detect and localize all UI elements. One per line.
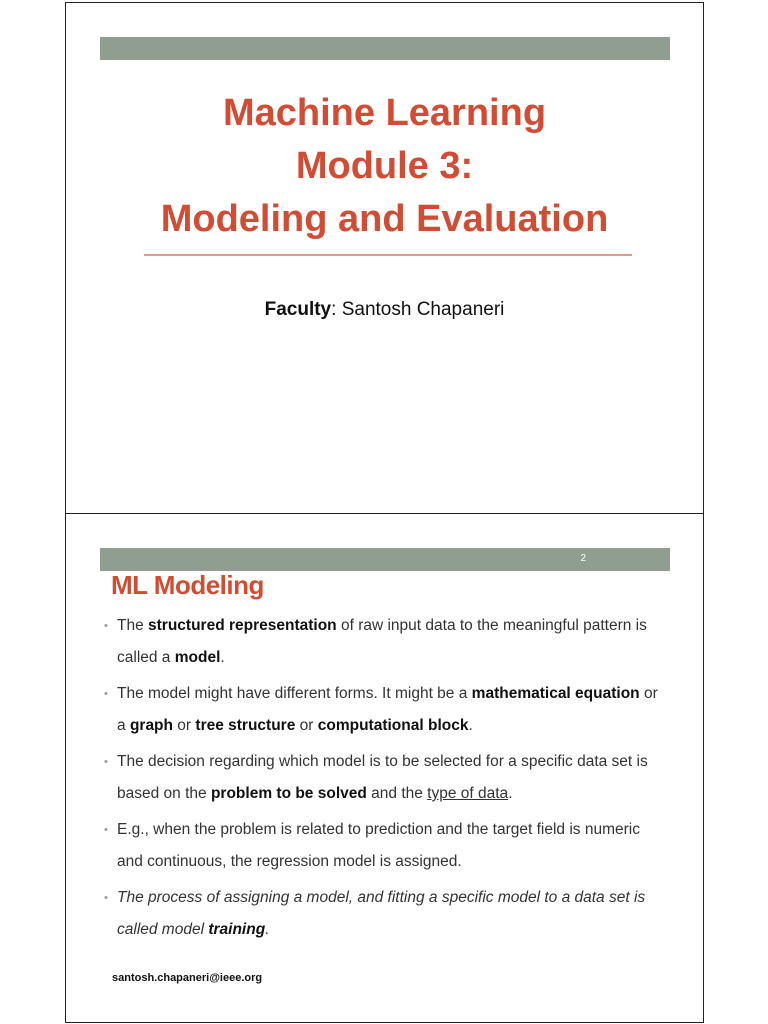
bullet-text: . xyxy=(265,921,270,938)
footer-email: santosh.chapaneri@ieee.org xyxy=(112,972,263,984)
bullet-underlined: type of data xyxy=(427,785,509,802)
bullet-bold: problem to be solved xyxy=(210,785,367,802)
faculty-separator: : xyxy=(331,299,342,320)
bullet-item xyxy=(104,814,664,878)
bullet-bold: structured representation xyxy=(148,617,337,634)
faculty-name: Santosh Chapaneri xyxy=(341,299,505,320)
title-line-2: Module 3: xyxy=(295,145,474,187)
bullet-dot: • xyxy=(104,756,108,768)
slide-title xyxy=(66,87,703,246)
slide-header-bar xyxy=(100,548,670,571)
bullet-item xyxy=(104,882,664,946)
bullet-bold: model xyxy=(174,649,221,666)
title-line-3: Modeling and Evaluation xyxy=(160,198,609,240)
bullet-text: The model might have different forms. It might be a xyxy=(117,685,472,702)
bullet-dot: • xyxy=(104,620,108,632)
title-line-1: Machine Learning xyxy=(222,92,547,134)
bullet-text: E.g., when the problem is related to prediction and the target field is numeric and continuous, the regression model is assigned. xyxy=(117,821,640,870)
slide-header-bar xyxy=(100,37,670,60)
bullet-text: or xyxy=(295,717,318,734)
bullet-text: . xyxy=(508,785,513,802)
slide-2 xyxy=(65,513,704,1023)
bullet-dot: • xyxy=(104,824,108,836)
bullet-dot: • xyxy=(104,892,108,904)
bullet-text: of raw input data to the meaningful pattern is called a xyxy=(117,617,647,666)
bullet-item xyxy=(104,678,664,742)
title-divider xyxy=(144,254,632,256)
bullet-list xyxy=(104,610,664,950)
bullet-bold: computational block xyxy=(317,717,469,734)
bullet-text: . xyxy=(468,717,473,734)
bullet-text: or a xyxy=(117,685,658,734)
bullet-dot: • xyxy=(104,688,108,700)
faculty-line xyxy=(66,299,703,321)
bullet-bold: mathematical equation xyxy=(471,685,640,702)
bullet-bold: tree structure xyxy=(195,717,296,734)
slide-number: 2 xyxy=(580,553,586,564)
bullet-bold: training xyxy=(208,921,266,938)
bullet-text: The process of assigning a model, and fitting a specific model to a data set is called model xyxy=(117,889,646,938)
bullet-text: and the xyxy=(366,785,428,802)
bullet-text: The decision regarding which model is to be selected for a specific data set is based on the xyxy=(117,753,648,802)
faculty-label: Faculty xyxy=(264,299,332,320)
bullet-text: The xyxy=(117,617,149,634)
slide-1 xyxy=(65,2,704,513)
bullet-item xyxy=(104,610,664,674)
bullet-text: . xyxy=(220,649,225,666)
bullet-item xyxy=(104,746,664,810)
bullet-bold: graph xyxy=(129,717,173,734)
bullet-text: or xyxy=(173,717,196,734)
slide-title: ML Modeling xyxy=(111,570,264,600)
